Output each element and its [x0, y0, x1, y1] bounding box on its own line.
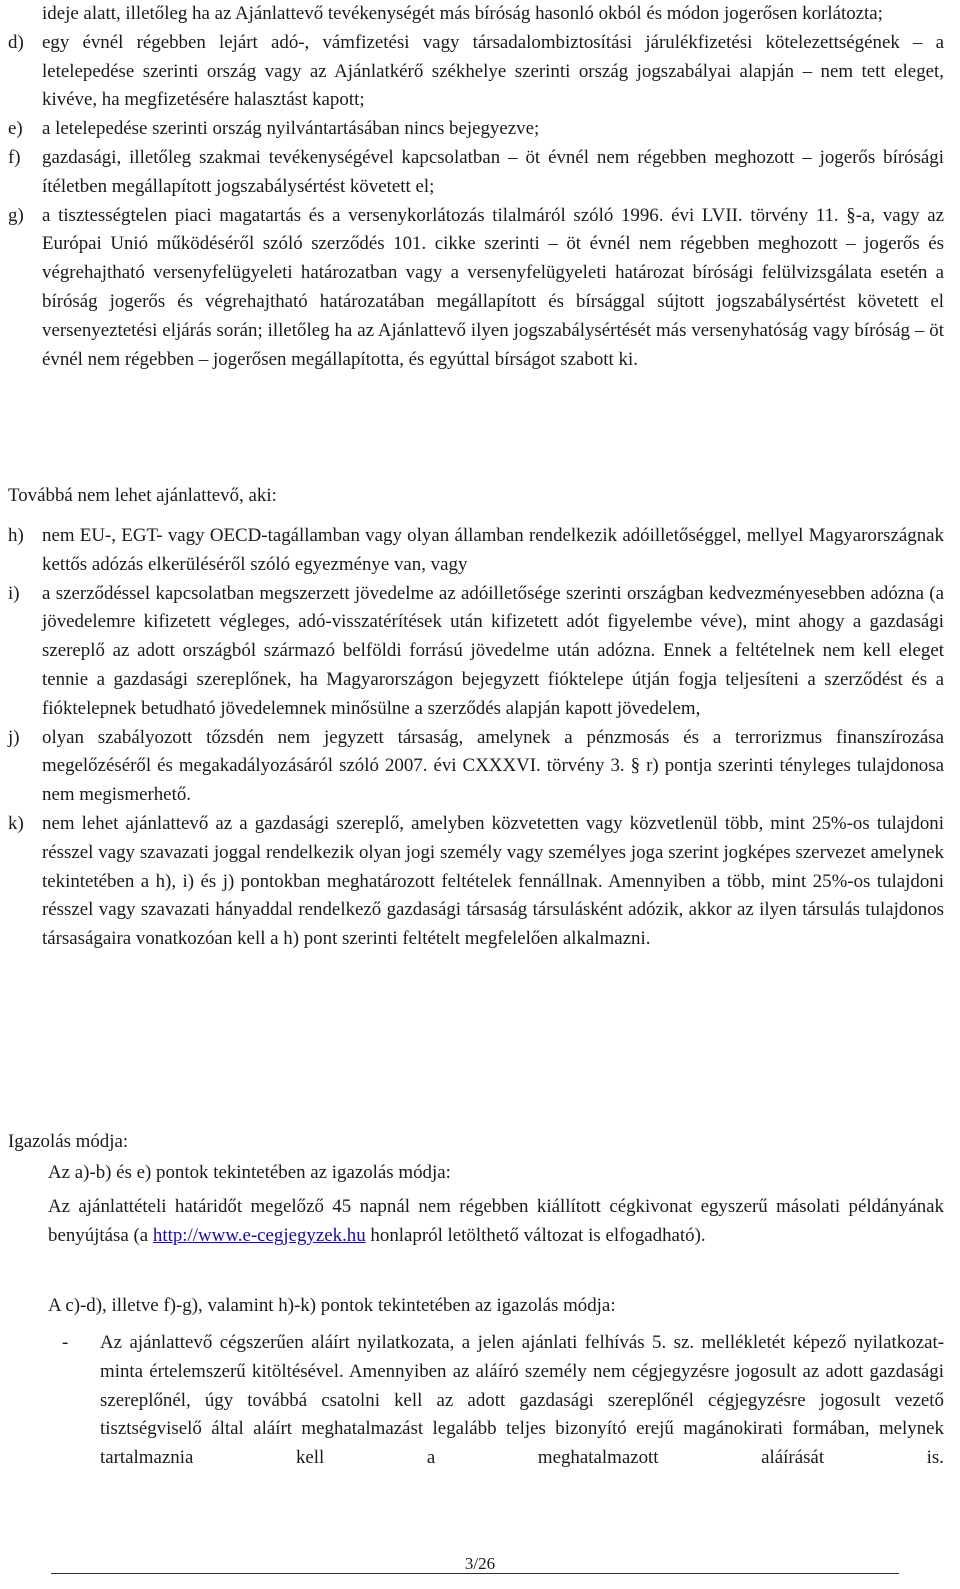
proof-heading: Igazolás módja:: [8, 1131, 129, 1152]
section-intro: Továbbá nem lehet ajánlattevő, aki:: [8, 485, 277, 506]
list-item-f: [8, 144, 944, 202]
exclusion-list-part-2: [8, 522, 944, 954]
list-item-text: egy évnél régebben lejárt adó-, vámfizetési vagy társadalombiztosítási járulékfizetési kötelezettségének – a letelepedése szerinti ország vagy az Ajánlatkérő székhelye szerinti ország jogszabályai alapján – nem tett eleget, kivéve, ha megfizetésére halasztást kapott;: [42, 31, 944, 111]
list-item-i: [8, 580, 944, 724]
proof-cg-item: [48, 1329, 944, 1473]
proof-ae-text-before: Az ajánlattételi határidőt megelőző 45 napnál nem régebben kiállított cégkivonat egyszerű másolati példányának benyújtása (a: [48, 1196, 944, 1246]
list-item-text: a letelepedése szerinti ország nyilvántartásában nincs bejegyezve;: [42, 118, 540, 140]
list-item-label: k): [8, 812, 24, 834]
list-item-label: d): [8, 31, 24, 53]
list-item-label: f): [8, 146, 21, 168]
list-item-h: [8, 522, 944, 580]
proof-ae-paragraph: [48, 1193, 944, 1251]
list-item-d: [8, 29, 944, 115]
footer-rule: [51, 1573, 899, 1574]
list-item-label: i): [8, 582, 20, 604]
list-item-g: [8, 202, 944, 375]
list-item-e: [8, 115, 944, 144]
proof-ae-text-after: honlapról letölthető változat is elfogadható).: [365, 1224, 706, 1246]
list-item-continuation: [8, 0, 944, 29]
list-item-label: g): [8, 204, 24, 226]
proof-cg-title: A c)-d), illetve f)-g), valamint h)-k) pontok tekintetében az igazolás módja:: [48, 1295, 616, 1316]
exclusion-list-part-1: [8, 0, 944, 374]
list-item-j: [8, 724, 944, 810]
list-item-text: nem lehet ajánlattevő az a gazdasági szereplő, amelyben közvetetten vagy közvetlenül több, mint 25%-os tulajdoni résszel vagy szavazati joggal rendelkezik olyan jogi személy vagy személyes joga szerint jogképes szervezet amelynek tekintetében a h), i) és j) pontokban meghatározott feltételek fennállnak. Amennyiben a több, mint 25%-os tulajdoni résszel vagy szavazati hányaddal rendelkező gazdasági társaság társulásként adózik, akkor az ilyen társulás tulajdonos társaságaira vonatkozóan kell a h) pont szerinti feltételt megfelelően alkalmazni.: [42, 812, 944, 950]
dash-bullet: -: [62, 1332, 69, 1353]
proof-ae-title: Az a)-b) és e) pontok tekintetében az igazolás módja:: [48, 1162, 451, 1183]
proof-cg-text: Az ajánlattevő cégszerűen aláírt nyilatkozata, a jelen ajánlati felhívás 5. sz. mellékletét képező nyilatkozat-minta értelemszerű kitöltésével. Amennyiben az aláíró személy nem cégjegyzésre jogosult az adott gazdasági szereplőnél, úgy továbbá csatolni kell az adott gazdasági szereplőnél cégjegyzésre jogosult vezető tisztségviselő által aláírt meghatalmazást legalább teljes bizonyító erejű magánokirati formában, melynek tartalmaznia kell a meghatalmazott aláírását is.: [100, 1332, 944, 1469]
list-item-text: gazdasági, illetőleg szakmai tevékenységével kapcsolatban – öt évnél nem régebben meghozott – jogerős bírósági ítéletben megállapított jogszabálysértést követett el;: [42, 146, 944, 197]
list-item-text: a tisztességtelen piaci magatartás és a versenykorlátozás tilalmáról szóló 1996. évi LVII. törvény 11. §-a, vagy az Európai Unió működéséről szóló szerződés 101. cikke szerinti – öt évnél nem régebben meghozott – jogerős és végrehajtható versenyfelügyeleti határozatban vagy a versenyfelügyeleti határozat bírósági felülvizsgálata esetén a bíróság jogerős és végrehajtható határozatában megállapított és bírsággal sújtott jogszabálysértést követett el versenyeztetési eljárás során; illetőleg ha az Ajánlattevő ilyen jogszabálysértését más versenyhatóság vagy bíróság – öt évnél nem régebben – jogerősen megállapította, és egyúttal bírságot szabott ki.: [42, 204, 944, 370]
list-item-k: [8, 810, 944, 954]
list-item-text: a szerződéssel kapcsolatban megszerzett jövedelme az adóilletősége szerinti országban kedvezményesebben adózna (a jövedelemre kifizetett végleges, adó-visszatérítések után kifizetett adót figyelembe véve), mint ahogy a gazdasági szereplő az adott országból származó belföldi forrású jövedelme után adózna. Ennek a feltételnek nem kell eleget tennie a gazdasági szereplőnek, ha Magyarországon bejegyzett fióktelepe útján fogja teljesíteni a szerződést és a fióktelepnek betudható jövedelemnek minősülne a szerződés alapján kapott jövedelem,: [42, 582, 944, 719]
company-registry-link[interactable]: http://www.e-cegjegyzek.hu: [152, 1224, 366, 1246]
list-item-label: h): [8, 525, 24, 546]
list-item-label: j): [8, 726, 20, 748]
list-item-text: nem EU-, EGT- vagy OECD-tagállamban vagy olyan államban rendelkezik adóilletőséggel, mellyel Magyarországnak kettős adózás elkerüléséről szóló egyezménye van, vagy: [42, 525, 944, 575]
list-item-text: ideje alatt, illetőleg ha az Ajánlattevő tevékenységét más bíróság hasonló okból és módon jogerősen korlátozta;: [42, 3, 883, 24]
page-number: 3/26: [464, 1554, 496, 1573]
list-item-text: olyan szabályozott tőzsdén nem jegyzett társaság, amelynek a pénzmosás és a terrorizmus finanszírozása megelőzéséről és megakadályozásáról szóló 2007. évi CXXXVI. törvény 3. § r) pontja szerinti tényleges tulajdonosa nem megismerhető.: [42, 726, 944, 806]
list-item-label: e): [8, 118, 23, 140]
